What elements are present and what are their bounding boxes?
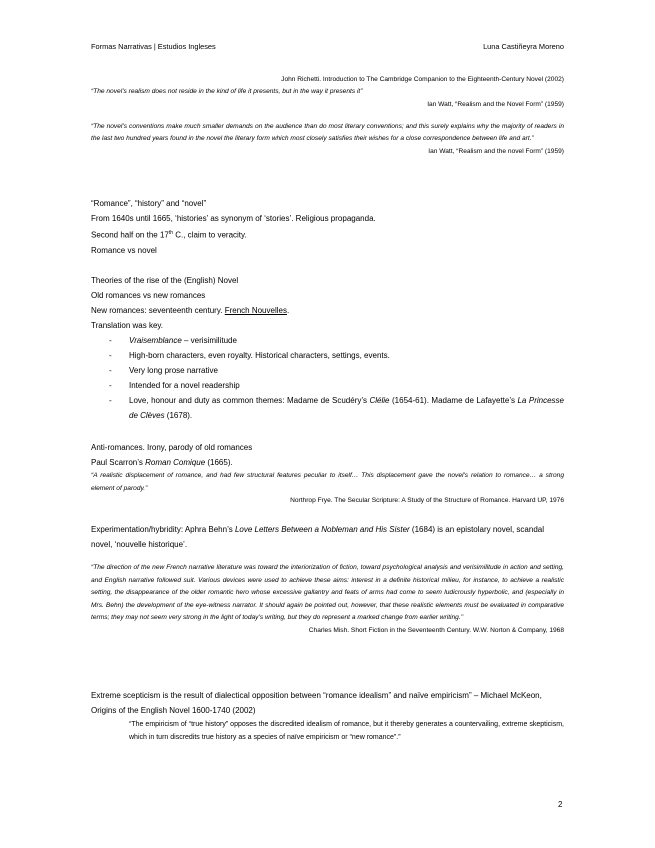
line-veracity: Second half on the 17th C., claim to veracity. xyxy=(91,230,247,240)
quote-mckeon: “The empiricism of “true history” opposes the discredited idealism of romance, but it thereby generates a countervailing, extreme skepticism, which in turn discredits true history as a species of naïve empiricism or “new romance”.” xyxy=(129,721,564,741)
citation-richetti: John Richetti. Introduction to The Cambridge Companion to the Eighteenth-Century Novel (2002) xyxy=(281,76,564,83)
quote-watt-2: “The novel’s conventions make much smaller demands on the audience than do most literary conventions; and this surely explains why the majority of readers in the last two hundred years found in the novel the literary form which most closely satisfies their wishes for a close correspondence between life and art.” xyxy=(91,122,564,142)
list-item: - Intended for a novel readership xyxy=(129,378,564,393)
header-left: Formas Narrativas | Estudios Ingleses xyxy=(91,42,216,51)
line-translation: Translation was key. xyxy=(91,321,164,330)
source-frye: Northrop Frye. The Secular Scripture: A Study of the Structure of Romance. Harvard UP, 1976 xyxy=(290,497,564,504)
line-romance-vs-novel: Romance vs novel xyxy=(91,245,157,255)
quote-mish: “The direction of the new French narrative literature was toward the interiorization of fiction, toward psychological analysis and verisimilitude in action and setting, and English narrative followed suit. Various devices were used to achieve these aims: interest in a definite historical milieu, for instance, to achieve a realistic setting, the disappearance of the older romantic hero whose excessive gallantry and feats of arms had come to seem ludicrously hyperbolic, and (especially in Mrs. Behn) the development of the eye-witness narrator. It should again be pointed out, however, that these realistic elements must be evaluated in comparative terms; they may not seem very strong in the light of today’s writing, but they do represent a marked change from earlier writing.’’ xyxy=(91,564,564,621)
line-old-new: Old romances vs new romances xyxy=(91,291,206,300)
french-nouvelles-link: French Nouvelles xyxy=(224,306,287,315)
section-anti-romances xyxy=(91,440,564,507)
header-right: Luna Castiñeyra Moreno xyxy=(483,42,564,51)
source-watt-2: Ian Watt, “Realism and the novel Form” (1959) xyxy=(428,147,564,155)
line-new-romances: New romances: seventeenth century. French Nouvelles. xyxy=(91,306,290,315)
section-title: “Romance”, “history” and “novel” xyxy=(91,199,207,208)
section-rise-of-novel xyxy=(91,273,564,423)
line-scepticism: Extreme scepticism is the result of dialectical opposition between “romance idealism” and naïve empiricism” – Michael McKeon, Origins of the English Novel 1600-1740 (2002) xyxy=(91,691,542,715)
page-number: 2 xyxy=(558,800,563,809)
section-realism xyxy=(91,74,564,158)
source-watt-1: Ian Watt, “Realism and the Novel Form” (1959) xyxy=(427,100,564,108)
section-scepticism xyxy=(91,688,564,744)
section-title: Theories of the rise of the (English) Novel xyxy=(91,276,239,285)
section-experimentation xyxy=(91,522,564,637)
quote-watt-1: “The novel’s realism does not reside in the kind of life it presents, but in the way it presents it” xyxy=(91,88,363,95)
list-item: - Vraisemblance – verisimilitude xyxy=(129,333,564,348)
line-anti-romances: Anti-romances. Irony, parody of old romances xyxy=(91,443,253,452)
list-item: - High-born characters, even royalty. Historical characters, settings, events. xyxy=(129,348,564,363)
section-romance-history xyxy=(91,196,564,258)
source-mish: Charles Mish. Short Fiction in the Seventeenth Century. W.W. Norton & Company, 1968 xyxy=(308,626,564,634)
line-scarron: Paul Scarron’s Roman Comique (1665). xyxy=(91,458,233,467)
quote-frye: “A realistic displacement of romance, and had few structural features peculiar to itself… This displacement gave the novel’s relation to romance… a strong element of parody.” xyxy=(91,472,564,492)
quote-mckeon-block xyxy=(91,718,564,744)
line-behn: Experimentation/hybridity: Aphra Behn’s Love Letters Between a Nobleman and His Sister (1684) is an epistolary novel, scandal novel, ‘nouvelle historique’. xyxy=(91,525,544,549)
features-list xyxy=(91,333,564,423)
list-item: - Very long prose narrative xyxy=(129,363,564,378)
list-item: - Love, honour and duty as common themes: Madame de Scudéry’s Clélie (1654-61). Madame de Lafayette’s La Princesse de Clèves (1678). xyxy=(129,393,564,423)
line-histories: From 1640s until 1665, ‘histories’ as synonym of ‘stories’. Religious propaganda. xyxy=(91,214,376,223)
